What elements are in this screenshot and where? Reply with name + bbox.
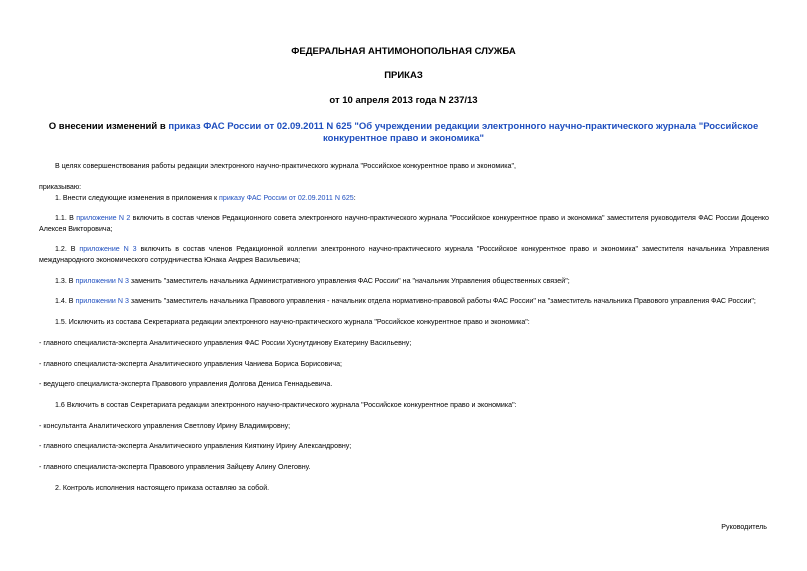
include-item-2: - главного специалиста-эксперта Аналитического управления Кияткину Ирину Александровну; bbox=[39, 442, 352, 450]
item-1-2-pre: 1.2. В bbox=[55, 245, 80, 253]
item-2: 2. Контроль исполнения настоящего приказа оставляю за собой. bbox=[55, 484, 270, 492]
date-number-heading: от 10 апреля 2013 года N 237/13 bbox=[329, 95, 478, 106]
signature-position: Руководитель bbox=[721, 523, 767, 531]
document-title bbox=[36, 121, 771, 145]
title-order-link[interactable]: приказ ФАС России от 02.09.2011 N 625 "Об учреждении редакции электронного научно-практического журнала "Российское конкурентное право и экономика" bbox=[168, 121, 759, 144]
appendix-3-link-b[interactable]: приложении N 3 bbox=[75, 277, 129, 285]
item-1-post: : bbox=[353, 194, 356, 202]
include-item-3: - главного специалиста-эксперта Правового управления Зайцеву Алину Олеговну. bbox=[39, 463, 311, 471]
item-1 bbox=[55, 193, 356, 204]
appendix-3-link[interactable]: приложение N 3 bbox=[79, 245, 137, 253]
preamble: В целях совершенствования работы редакции электронного научно-практического журнала "Российское конкурентное право и экономика", bbox=[55, 162, 516, 170]
title-prefix: О внесении изменений в bbox=[48, 121, 169, 132]
doc-type-heading: ПРИКАЗ bbox=[384, 70, 423, 81]
item-1-pre: 1. Внести следующие изменения в приложения к bbox=[55, 194, 220, 202]
item-1-1-post: включить в состав членов Редакционного совета электронного научно-практического журнала "Российское конкурентное право и экономика" заместителя руководителя ФАС России Доценко Алексея Викторовича; bbox=[39, 214, 770, 233]
appendix-2-link[interactable]: приложение N 2 bbox=[76, 214, 131, 222]
item-1-4-pre: 1.4. В bbox=[55, 297, 76, 305]
item-1-1-pre: 1.1. В bbox=[55, 214, 77, 222]
item-1-6: 1.6 Включить в состав Секретариата редакции электронного научно-практического журнала "Российское конкурентное право и экономика": bbox=[55, 401, 517, 409]
include-item-1: - консультанта Аналитического управления Светлову Ирину Владимировну; bbox=[39, 422, 291, 430]
order-word: приказываю: bbox=[39, 183, 82, 191]
item-1-4-post: заменить "заместитель начальника Правового управления - начальник отдела нормативно-правовой работы ФАС России" на "заместитель начальника Правового управления ФАС России"; bbox=[128, 297, 756, 305]
item-1-1 bbox=[39, 213, 769, 234]
item-1-4 bbox=[55, 296, 756, 307]
item-1-2-post: включить в состав членов Редакционной коллегии электронного научно-практического журнала "Российское конкурентное право и экономика" заместителя начальника Управления международного экономического сотрудничества Юнака Андрея Васильевича; bbox=[39, 245, 770, 264]
appendix-3-link-c[interactable]: приложении N 3 bbox=[75, 297, 129, 305]
exclude-item-1: - главного специалиста-эксперта Аналитического управления ФАС России Хуснутдинову Екатерину Васильевну; bbox=[39, 339, 412, 347]
item-1-5: 1.5. Исключить из состава Секретариата редакции электронного научно-практического журнала "Российское конкурентное право и экономика": bbox=[55, 318, 530, 326]
agency-heading: ФЕДЕРАЛЬНАЯ АНТИМОНОПОЛЬНАЯ СЛУЖБА bbox=[291, 46, 516, 57]
exclude-item-3: - ведущего специалиста-эксперта Правового управления Долгова Дениса Геннадьевича. bbox=[39, 380, 333, 388]
item-1-3 bbox=[55, 276, 570, 287]
item-1-3-post: заменить "заместитель начальника Административного управления ФАС России" на "начальник Управления общественных связей"; bbox=[128, 277, 570, 285]
item-1-3-pre: 1.3. В bbox=[55, 277, 76, 285]
exclude-item-2: - главного специалиста-эксперта Аналитического управления Чаниева Бориса Борисовича; bbox=[39, 360, 342, 368]
item-1-2 bbox=[39, 244, 769, 265]
order-625-link[interactable]: приказу ФАС России от 02.09.2011 N 625 bbox=[219, 194, 354, 202]
